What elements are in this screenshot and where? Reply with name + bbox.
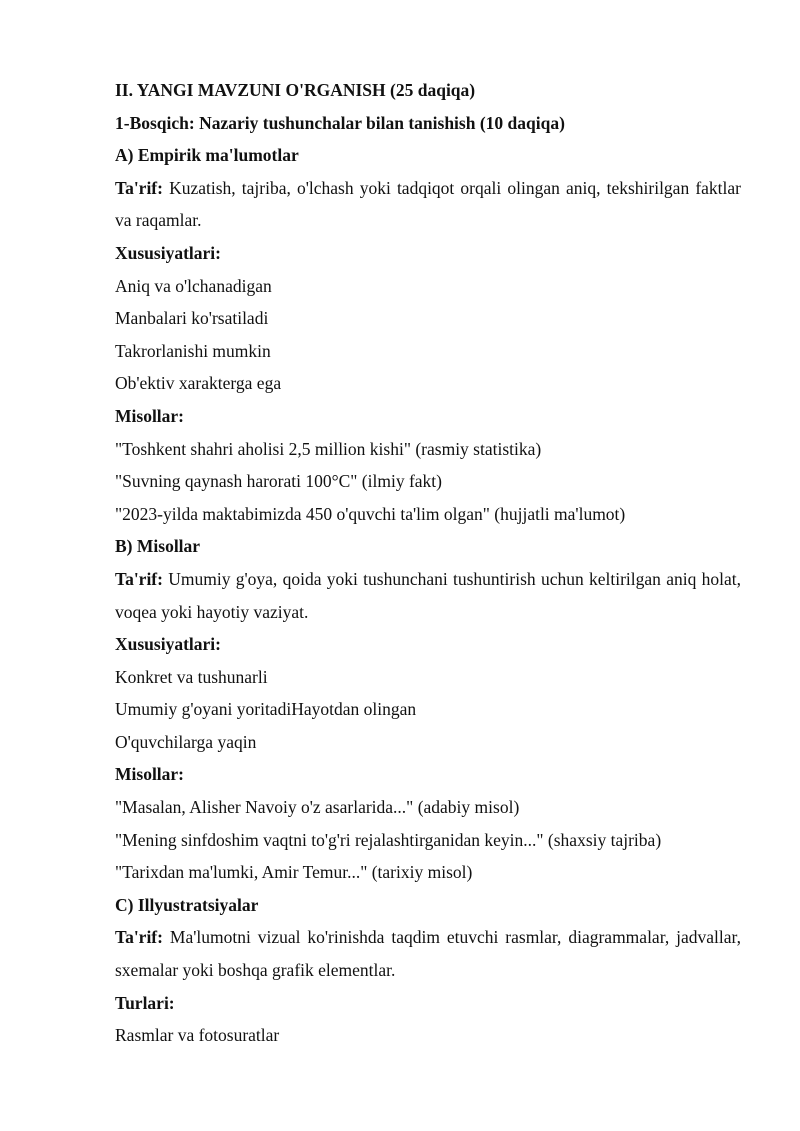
property-item: Aniq va o'lchanadigan bbox=[115, 275, 272, 296]
property-item: Umumiy g'oyani yoritadiHayotdan olingan bbox=[115, 699, 417, 720]
section-c-types-title: Turlari: bbox=[115, 992, 175, 1013]
example-item: "Masalan, Alisher Navoiy o'z asarlarida..." (adabiy misol) bbox=[115, 797, 520, 818]
property-item: Konkret va tushunarli bbox=[115, 666, 268, 687]
section-b-properties-title: Xususiyatlari: bbox=[115, 634, 221, 655]
section-b-title: B) Misollar bbox=[115, 536, 201, 557]
document-page bbox=[115, 74, 741, 1052]
definition-label: Ta'rif: bbox=[115, 568, 163, 589]
property-item: O'quvchilarga yaqin bbox=[115, 731, 257, 752]
property-item: Ob'ektiv xarakterga ega bbox=[115, 373, 282, 394]
section-a-examples-title: Misollar: bbox=[115, 405, 185, 426]
example-item: "Suvning qaynash harorati 100°C" (ilmiy fakt) bbox=[115, 471, 442, 492]
section-c-definition bbox=[115, 921, 741, 986]
section-a-properties-title: Xususiyatlari: bbox=[115, 242, 221, 263]
definition-text: Umumiy g'oya, qoida yoki tushunchani tushuntirish uchun keltirilgan aniq holat, voqea yoki hayotiy vaziyat. bbox=[115, 568, 741, 622]
section-b-definition bbox=[115, 563, 741, 628]
example-item: "Toshkent shahri aholisi 2,5 million kishi" (rasmiy statistika) bbox=[115, 438, 542, 459]
example-item: "2023-yilda maktabimizda 450 o'quvchi ta'lim olgan" (hujjatli ma'lumot) bbox=[115, 503, 626, 524]
definition-text: Kuzatish, tajriba, o'lchash yoki tadqiqot orqali olingan aniq, tekshirilgan faktlar va raqamlar. bbox=[115, 177, 741, 231]
section-a-title: A) Empirik ma'lumotlar bbox=[115, 145, 299, 166]
definition-text: Ma'lumotni vizual ko'rinishda taqdim etuvchi rasmlar, diagrammalar, jadvallar, sxemalar yoki boshqa grafik elementlar. bbox=[115, 927, 741, 981]
section-c-title: C) Illyustratsiyalar bbox=[115, 894, 259, 915]
definition-label: Ta'rif: bbox=[115, 177, 163, 198]
example-item: "Tarixdan ma'lumki, Amir Temur..." (tarixiy misol) bbox=[115, 862, 473, 883]
definition-label: Ta'rif: bbox=[115, 927, 163, 948]
stage-heading: 1-Bosqich: Nazariy tushunchalar bilan tanishish (10 daqiqa) bbox=[115, 112, 565, 133]
section-heading: II. YANGI MAVZUNI O'RGANISH (25 daqiqa) bbox=[115, 80, 476, 100]
property-item: Takrorlanishi mumkin bbox=[115, 340, 271, 361]
type-item: Rasmlar va fotosuratlar bbox=[115, 1025, 280, 1046]
property-item: Manbalari ko'rsatiladi bbox=[115, 308, 269, 329]
section-b-examples-title: Misollar: bbox=[115, 764, 185, 785]
example-item: "Mening sinfdoshim vaqtni to'g'ri rejalashtirganidan keyin..." (shaxsiy tajriba) bbox=[115, 829, 662, 850]
section-a-definition bbox=[115, 172, 741, 237]
